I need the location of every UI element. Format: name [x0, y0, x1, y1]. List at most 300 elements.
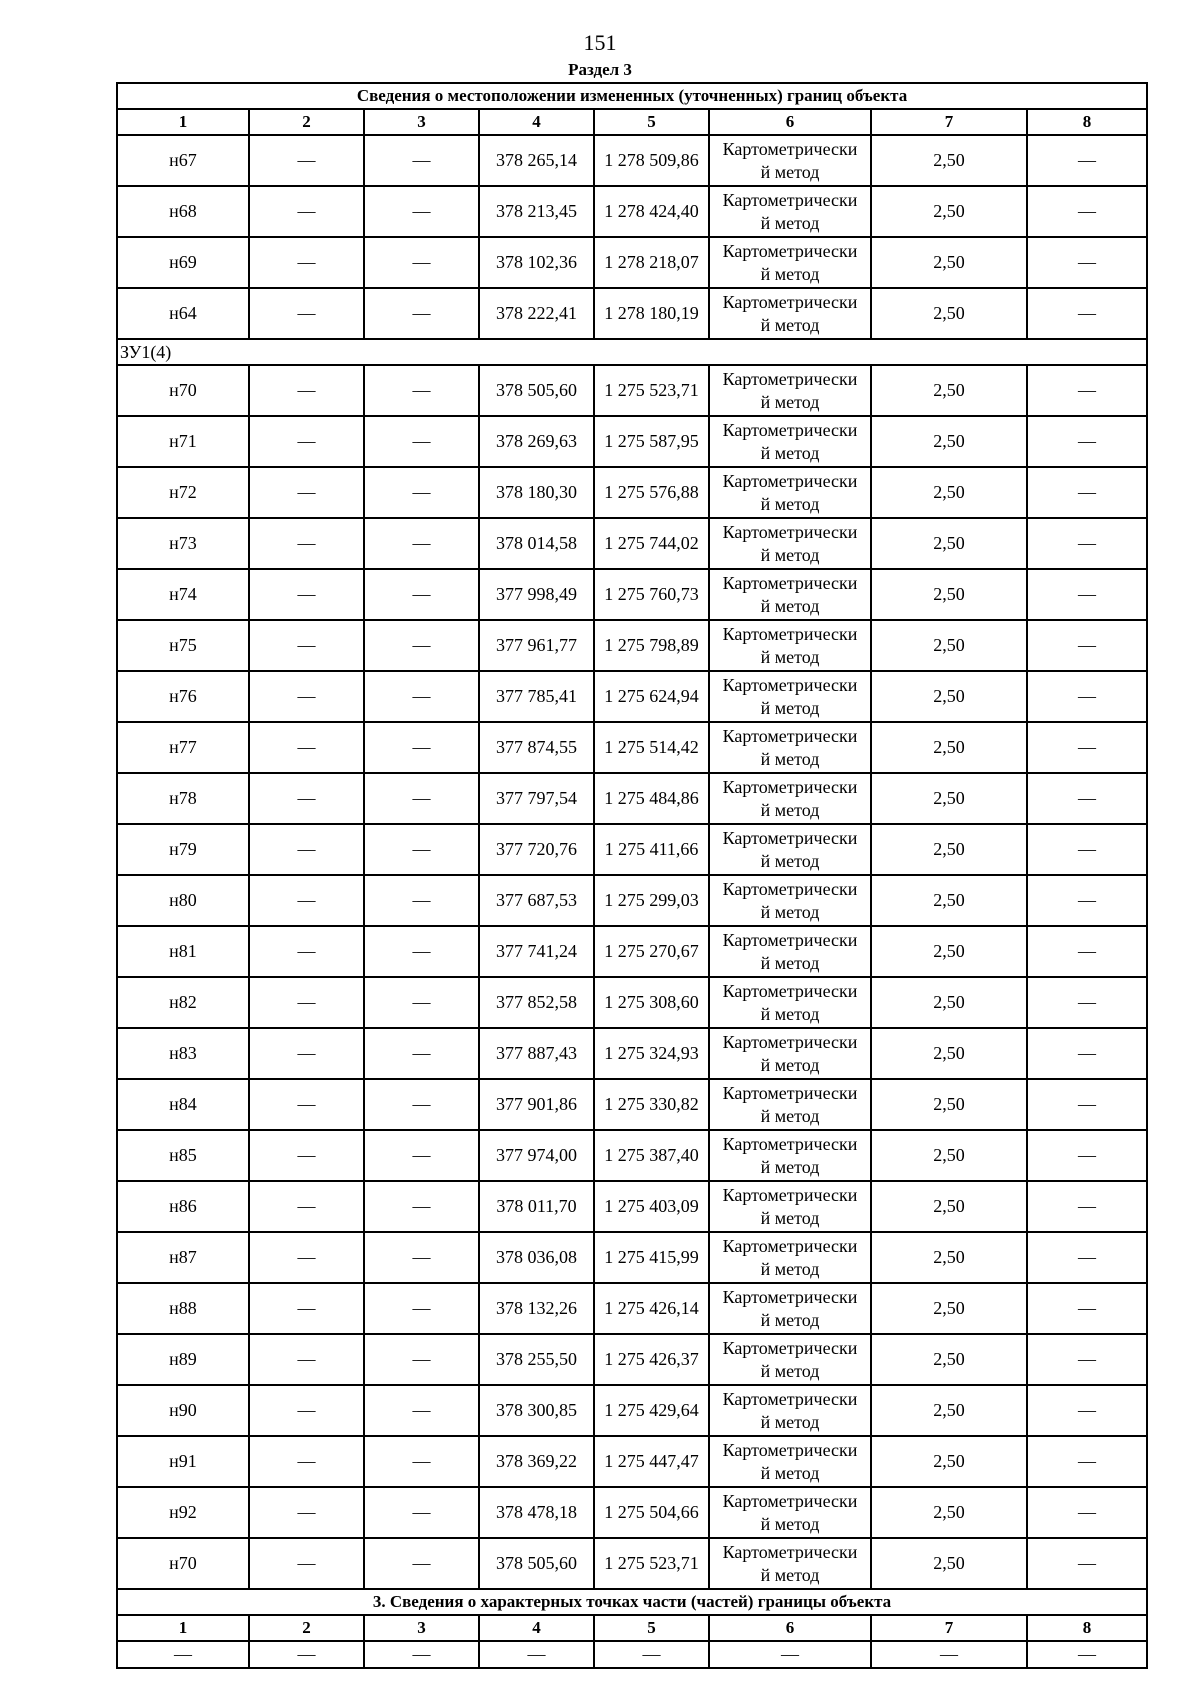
section3-title-row	[117, 1589, 1147, 1615]
column-3-cell: —	[364, 1334, 479, 1385]
method-cell	[709, 1283, 871, 1334]
method-cell	[709, 1538, 871, 1589]
method-cell	[709, 288, 871, 339]
point-name-cell: н67	[117, 135, 249, 186]
accuracy-cell: 2,50	[871, 569, 1027, 620]
method-cell	[709, 1232, 871, 1283]
column-number: 6	[709, 109, 871, 135]
accuracy-cell: 2,50	[871, 1334, 1027, 1385]
method-cell	[709, 1028, 871, 1079]
column-8-cell: —	[1027, 416, 1147, 467]
method-cell	[709, 569, 871, 620]
point-name-cell: н76	[117, 671, 249, 722]
method-text-line2: й метод	[760, 850, 820, 871]
column-3-cell: —	[364, 773, 479, 824]
method-text-line2: й метод	[760, 595, 820, 616]
column-3-cell: —	[364, 1385, 479, 1436]
empty-cell: —	[249, 1641, 364, 1668]
table-row	[117, 926, 1147, 977]
column-8-cell: —	[1027, 1334, 1147, 1385]
point-name-cell: н68	[117, 186, 249, 237]
method-text-line1: Картометрически	[722, 1286, 858, 1307]
table-row	[117, 365, 1147, 416]
method-cell	[709, 671, 871, 722]
method-text-line2: й метод	[760, 1156, 820, 1177]
method-text-line2: й метод	[760, 212, 820, 233]
y-coordinate-cell: 1 275 576,88	[594, 467, 709, 518]
accuracy-cell: 2,50	[871, 722, 1027, 773]
x-coordinate-cell: 378 213,45	[479, 186, 594, 237]
column-3-cell: —	[364, 569, 479, 620]
column-3-cell: —	[364, 237, 479, 288]
column-8-cell: —	[1027, 1181, 1147, 1232]
y-coordinate-cell: 1 275 514,42	[594, 722, 709, 773]
empty-cell: —	[117, 1641, 249, 1668]
table-row	[117, 1334, 1147, 1385]
x-coordinate-cell: 377 797,54	[479, 773, 594, 824]
method-cell	[709, 1385, 871, 1436]
method-text-line2: й метод	[760, 161, 820, 182]
column-2-cell: —	[249, 1334, 364, 1385]
method-cell	[709, 1436, 871, 1487]
x-coordinate-cell: 378 036,08	[479, 1232, 594, 1283]
point-name-cell: н73	[117, 518, 249, 569]
column-number: 1	[117, 1615, 249, 1641]
method-text-line1: Картометрически	[722, 1184, 858, 1205]
point-name-cell: н89	[117, 1334, 249, 1385]
y-coordinate-cell: 1 275 484,86	[594, 773, 709, 824]
method-text-line2: й метод	[760, 1513, 820, 1534]
column-8-cell: —	[1027, 1232, 1147, 1283]
method-cell	[709, 1079, 871, 1130]
y-coordinate-cell: 1 278 218,07	[594, 237, 709, 288]
y-coordinate-cell: 1 275 760,73	[594, 569, 709, 620]
method-text-line1: Картометрически	[722, 1031, 858, 1052]
page-number: 151	[583, 30, 617, 55]
column-2-cell: —	[249, 1436, 364, 1487]
method-text-line1: Картометрически	[722, 623, 858, 644]
column-8-cell: —	[1027, 288, 1147, 339]
table-row	[117, 824, 1147, 875]
x-coordinate-cell: 378 505,60	[479, 365, 594, 416]
method-text-line1: Картометрически	[722, 419, 858, 440]
method-text-line1: Картометрически	[722, 1133, 858, 1154]
column-2-cell: —	[249, 467, 364, 518]
method-text-line2: й метод	[760, 1360, 820, 1381]
y-coordinate-cell: 1 275 429,64	[594, 1385, 709, 1436]
column-number: 8	[1027, 1615, 1147, 1641]
column-3-cell: —	[364, 977, 479, 1028]
x-coordinate-cell: 378 255,50	[479, 1334, 594, 1385]
y-coordinate-cell: 1 278 180,19	[594, 288, 709, 339]
method-text-line1: Картометрически	[722, 1439, 858, 1460]
column-8-cell: —	[1027, 722, 1147, 773]
y-coordinate-cell: 1 278 424,40	[594, 186, 709, 237]
y-coordinate-cell: 1 275 447,47	[594, 1436, 709, 1487]
x-coordinate-cell: 377 887,43	[479, 1028, 594, 1079]
group-label: ЗУ1(4)	[117, 339, 1147, 365]
point-name-cell: н85	[117, 1130, 249, 1181]
table-row	[117, 467, 1147, 518]
table-row	[117, 1181, 1147, 1232]
method-cell	[709, 416, 871, 467]
column-2-cell: —	[249, 1130, 364, 1181]
table-row	[117, 569, 1147, 620]
y-coordinate-cell: 1 275 308,60	[594, 977, 709, 1028]
table-row	[117, 186, 1147, 237]
method-text-line1: Картометрически	[722, 1337, 858, 1358]
column-2-cell: —	[249, 569, 364, 620]
section3-empty-row	[117, 1641, 1147, 1668]
method-text-line1: Картометрически	[722, 980, 858, 1001]
column-number: 4	[479, 109, 594, 135]
method-text-line1: Картометрически	[722, 1235, 858, 1256]
method-text-line2: й метод	[760, 391, 820, 412]
table-row	[117, 1538, 1147, 1589]
accuracy-cell: 2,50	[871, 237, 1027, 288]
method-text-line2: й метод	[760, 1258, 820, 1279]
method-cell	[709, 467, 871, 518]
column-number: 3	[364, 109, 479, 135]
column-8-cell: —	[1027, 620, 1147, 671]
table-row	[117, 1436, 1147, 1487]
method-text-line2: й метод	[760, 1564, 820, 1585]
method-text-line1: Картометрически	[722, 240, 858, 261]
table-row	[117, 1130, 1147, 1181]
column-number: 7	[871, 109, 1027, 135]
column-number: 2	[249, 109, 364, 135]
column-number: 2	[249, 1615, 364, 1641]
x-coordinate-cell: 378 505,60	[479, 1538, 594, 1589]
column-2-cell: —	[249, 773, 364, 824]
y-coordinate-cell: 1 275 624,94	[594, 671, 709, 722]
column-2-cell: —	[249, 288, 364, 339]
accuracy-cell: 2,50	[871, 773, 1027, 824]
method-text-line1: Картометрически	[722, 674, 858, 695]
table-row	[117, 288, 1147, 339]
x-coordinate-cell: 378 269,63	[479, 416, 594, 467]
accuracy-cell: 2,50	[871, 620, 1027, 671]
column-3-cell: —	[364, 671, 479, 722]
table-row	[117, 135, 1147, 186]
column-8-cell: —	[1027, 186, 1147, 237]
accuracy-cell: 2,50	[871, 926, 1027, 977]
point-name-cell: н69	[117, 237, 249, 288]
empty-cell: —	[709, 1641, 871, 1668]
method-cell	[709, 875, 871, 926]
y-coordinate-cell: 1 275 403,09	[594, 1181, 709, 1232]
table-row	[117, 722, 1147, 773]
method-text-line1: Картометрически	[722, 1082, 858, 1103]
column-2-cell: —	[249, 722, 364, 773]
method-cell	[709, 620, 871, 671]
column-8-cell: —	[1027, 1130, 1147, 1181]
method-text-line1: Картометрически	[722, 189, 858, 210]
table-row	[117, 875, 1147, 926]
column-number: 5	[594, 109, 709, 135]
column-number: 3	[364, 1615, 479, 1641]
accuracy-cell: 2,50	[871, 1079, 1027, 1130]
point-name-cell: н74	[117, 569, 249, 620]
accuracy-cell: 2,50	[871, 875, 1027, 926]
column-8-cell: —	[1027, 1079, 1147, 1130]
method-cell	[709, 977, 871, 1028]
column-number: 1	[117, 109, 249, 135]
method-text-line2: й метод	[760, 442, 820, 463]
x-coordinate-cell: 378 180,30	[479, 467, 594, 518]
column-3-cell: —	[364, 1181, 479, 1232]
x-coordinate-cell: 378 222,41	[479, 288, 594, 339]
accuracy-cell: 2,50	[871, 1436, 1027, 1487]
column-2-cell: —	[249, 824, 364, 875]
x-coordinate-cell: 378 102,36	[479, 237, 594, 288]
x-coordinate-cell: 377 874,55	[479, 722, 594, 773]
method-cell	[709, 1130, 871, 1181]
method-text-line2: й метод	[760, 1207, 820, 1228]
column-3-cell: —	[364, 875, 479, 926]
point-name-cell: н92	[117, 1487, 249, 1538]
column-2-cell: —	[249, 977, 364, 1028]
y-coordinate-cell: 1 275 330,82	[594, 1079, 709, 1130]
accuracy-cell: 2,50	[871, 186, 1027, 237]
column-3-cell: —	[364, 288, 479, 339]
x-coordinate-cell: 377 901,86	[479, 1079, 594, 1130]
x-coordinate-cell: 378 014,58	[479, 518, 594, 569]
y-coordinate-cell: 1 275 523,71	[594, 1538, 709, 1589]
column-3-cell: —	[364, 926, 479, 977]
method-text-line2: й метод	[760, 493, 820, 514]
empty-cell: —	[1027, 1641, 1147, 1668]
point-name-cell: н72	[117, 467, 249, 518]
column-3-cell: —	[364, 135, 479, 186]
table-row	[117, 416, 1147, 467]
y-coordinate-cell: 1 275 523,71	[594, 365, 709, 416]
point-name-cell: н82	[117, 977, 249, 1028]
column-3-cell: —	[364, 1232, 479, 1283]
method-text-line2: й метод	[760, 952, 820, 973]
column-2-cell: —	[249, 1283, 364, 1334]
accuracy-cell: 2,50	[871, 365, 1027, 416]
x-coordinate-cell: 377 741,24	[479, 926, 594, 977]
table-caption: Сведения о местоположении измененных (уточненных) границ объекта	[117, 83, 1147, 109]
method-text-line1: Картометрически	[722, 725, 858, 746]
method-text-line2: й метод	[760, 1054, 820, 1075]
accuracy-cell: 2,50	[871, 1283, 1027, 1334]
method-text-line2: й метод	[760, 1462, 820, 1483]
table-row	[117, 1283, 1147, 1334]
method-text-line2: й метод	[760, 1309, 820, 1330]
method-cell	[709, 722, 871, 773]
method-text-line2: й метод	[760, 1003, 820, 1024]
column-8-cell: —	[1027, 467, 1147, 518]
column-8-cell: —	[1027, 135, 1147, 186]
point-name-cell: н77	[117, 722, 249, 773]
method-text-line2: й метод	[760, 544, 820, 565]
x-coordinate-cell: 377 961,77	[479, 620, 594, 671]
column-8-cell: —	[1027, 1436, 1147, 1487]
y-coordinate-cell: 1 275 270,67	[594, 926, 709, 977]
x-coordinate-cell: 377 974,00	[479, 1130, 594, 1181]
y-coordinate-cell: 1 275 587,95	[594, 416, 709, 467]
method-text-line1: Картометрически	[722, 1388, 858, 1409]
accuracy-cell: 2,50	[871, 1232, 1027, 1283]
column-3-cell: —	[364, 722, 479, 773]
method-cell	[709, 1181, 871, 1232]
point-name-cell: н78	[117, 773, 249, 824]
point-name-cell: н70	[117, 365, 249, 416]
column-8-cell: —	[1027, 671, 1147, 722]
empty-cell: —	[594, 1641, 709, 1668]
point-name-cell: н86	[117, 1181, 249, 1232]
column-2-cell: —	[249, 237, 364, 288]
y-coordinate-cell: 1 275 411,66	[594, 824, 709, 875]
accuracy-cell: 2,50	[871, 977, 1027, 1028]
column-3-cell: —	[364, 1028, 479, 1079]
column-2-cell: —	[249, 1028, 364, 1079]
point-name-cell: н71	[117, 416, 249, 467]
point-name-cell: н64	[117, 288, 249, 339]
accuracy-cell: 2,50	[871, 824, 1027, 875]
x-coordinate-cell: 378 265,14	[479, 135, 594, 186]
point-name-cell: н81	[117, 926, 249, 977]
column-8-cell: —	[1027, 365, 1147, 416]
x-coordinate-cell: 378 011,70	[479, 1181, 594, 1232]
column-2-cell: —	[249, 1079, 364, 1130]
point-name-cell: н87	[117, 1232, 249, 1283]
table-row	[117, 773, 1147, 824]
x-coordinate-cell: 377 852,58	[479, 977, 594, 1028]
point-name-cell: н80	[117, 875, 249, 926]
point-name-cell: н91	[117, 1436, 249, 1487]
y-coordinate-cell: 1 275 299,03	[594, 875, 709, 926]
point-name-cell: н88	[117, 1283, 249, 1334]
accuracy-cell: 2,50	[871, 1181, 1027, 1232]
column-2-cell: —	[249, 620, 364, 671]
section3-column-number-header	[117, 1615, 1147, 1641]
column-number: 5	[594, 1615, 709, 1641]
method-text-line1: Картометрически	[722, 368, 858, 389]
accuracy-cell: 2,50	[871, 1385, 1027, 1436]
column-8-cell: —	[1027, 1385, 1147, 1436]
method-text-line2: й метод	[760, 263, 820, 284]
column-3-cell: —	[364, 1079, 479, 1130]
method-cell	[709, 773, 871, 824]
column-8-cell: —	[1027, 824, 1147, 875]
y-coordinate-cell: 1 275 504,66	[594, 1487, 709, 1538]
column-2-cell: —	[249, 135, 364, 186]
column-number: 7	[871, 1615, 1027, 1641]
point-name-cell: н83	[117, 1028, 249, 1079]
x-coordinate-cell: 377 998,49	[479, 569, 594, 620]
empty-cell: —	[364, 1641, 479, 1668]
point-name-cell: н70	[117, 1538, 249, 1589]
method-cell	[709, 365, 871, 416]
table-row	[117, 1028, 1147, 1079]
column-8-cell: —	[1027, 1283, 1147, 1334]
accuracy-cell: 2,50	[871, 467, 1027, 518]
column-2-cell: —	[249, 186, 364, 237]
empty-cell: —	[479, 1641, 594, 1668]
method-cell	[709, 926, 871, 977]
x-coordinate-cell: 378 369,22	[479, 1436, 594, 1487]
method-text-line1: Картометрически	[722, 138, 858, 159]
method-cell	[709, 824, 871, 875]
column-3-cell: —	[364, 1130, 479, 1181]
table-row	[117, 1487, 1147, 1538]
column-8-cell: —	[1027, 518, 1147, 569]
y-coordinate-cell: 1 275 415,99	[594, 1232, 709, 1283]
point-name-cell: н90	[117, 1385, 249, 1436]
method-cell	[709, 237, 871, 288]
x-coordinate-cell: 378 300,85	[479, 1385, 594, 1436]
column-2-cell: —	[249, 875, 364, 926]
method-text-line2: й метод	[760, 314, 820, 335]
y-coordinate-cell: 1 275 387,40	[594, 1130, 709, 1181]
method-cell	[709, 135, 871, 186]
accuracy-cell: 2,50	[871, 288, 1027, 339]
x-coordinate-cell: 377 687,53	[479, 875, 594, 926]
table-row	[117, 1385, 1147, 1436]
x-coordinate-cell: 377 720,76	[479, 824, 594, 875]
column-8-cell: —	[1027, 926, 1147, 977]
y-coordinate-cell: 1 275 426,37	[594, 1334, 709, 1385]
column-3-cell: —	[364, 1283, 479, 1334]
method-text-line2: й метод	[760, 901, 820, 922]
table-row	[117, 518, 1147, 569]
method-text-line1: Картометрически	[722, 827, 858, 848]
column-2-cell: —	[249, 1487, 364, 1538]
method-text-line1: Картометрически	[722, 572, 858, 593]
point-name-cell: н75	[117, 620, 249, 671]
column-3-cell: —	[364, 1538, 479, 1589]
accuracy-cell: 2,50	[871, 1028, 1027, 1079]
column-number: 4	[479, 1615, 594, 1641]
method-text-line2: й метод	[760, 1105, 820, 1126]
column-2-cell: —	[249, 1538, 364, 1589]
table-row	[117, 977, 1147, 1028]
method-text-line1: Картометрически	[722, 929, 858, 950]
empty-cell: —	[871, 1641, 1027, 1668]
method-text-line2: й метод	[760, 646, 820, 667]
method-cell	[709, 1487, 871, 1538]
column-8-cell: —	[1027, 1028, 1147, 1079]
column-2-cell: —	[249, 926, 364, 977]
method-text-line1: Картометрически	[722, 291, 858, 312]
column-8-cell: —	[1027, 773, 1147, 824]
column-2-cell: —	[249, 365, 364, 416]
table-row	[117, 620, 1147, 671]
column-number: 8	[1027, 109, 1147, 135]
boundary-coordinates-table	[116, 82, 1148, 1669]
method-text-line2: й метод	[760, 799, 820, 820]
accuracy-cell: 2,50	[871, 1487, 1027, 1538]
method-text-line1: Картометрически	[722, 470, 858, 491]
accuracy-cell: 2,50	[871, 518, 1027, 569]
column-number-header	[117, 109, 1147, 135]
table-row	[117, 1079, 1147, 1130]
method-text-line2: й метод	[760, 1411, 820, 1432]
column-2-cell: —	[249, 518, 364, 569]
x-coordinate-cell: 377 785,41	[479, 671, 594, 722]
column-8-cell: —	[1027, 1487, 1147, 1538]
column-8-cell: —	[1027, 569, 1147, 620]
column-8-cell: —	[1027, 875, 1147, 926]
accuracy-cell: 2,50	[871, 1538, 1027, 1589]
method-text-line1: Картометрически	[722, 1490, 858, 1511]
column-8-cell: —	[1027, 1538, 1147, 1589]
method-cell	[709, 518, 871, 569]
table-caption-row	[117, 83, 1147, 109]
